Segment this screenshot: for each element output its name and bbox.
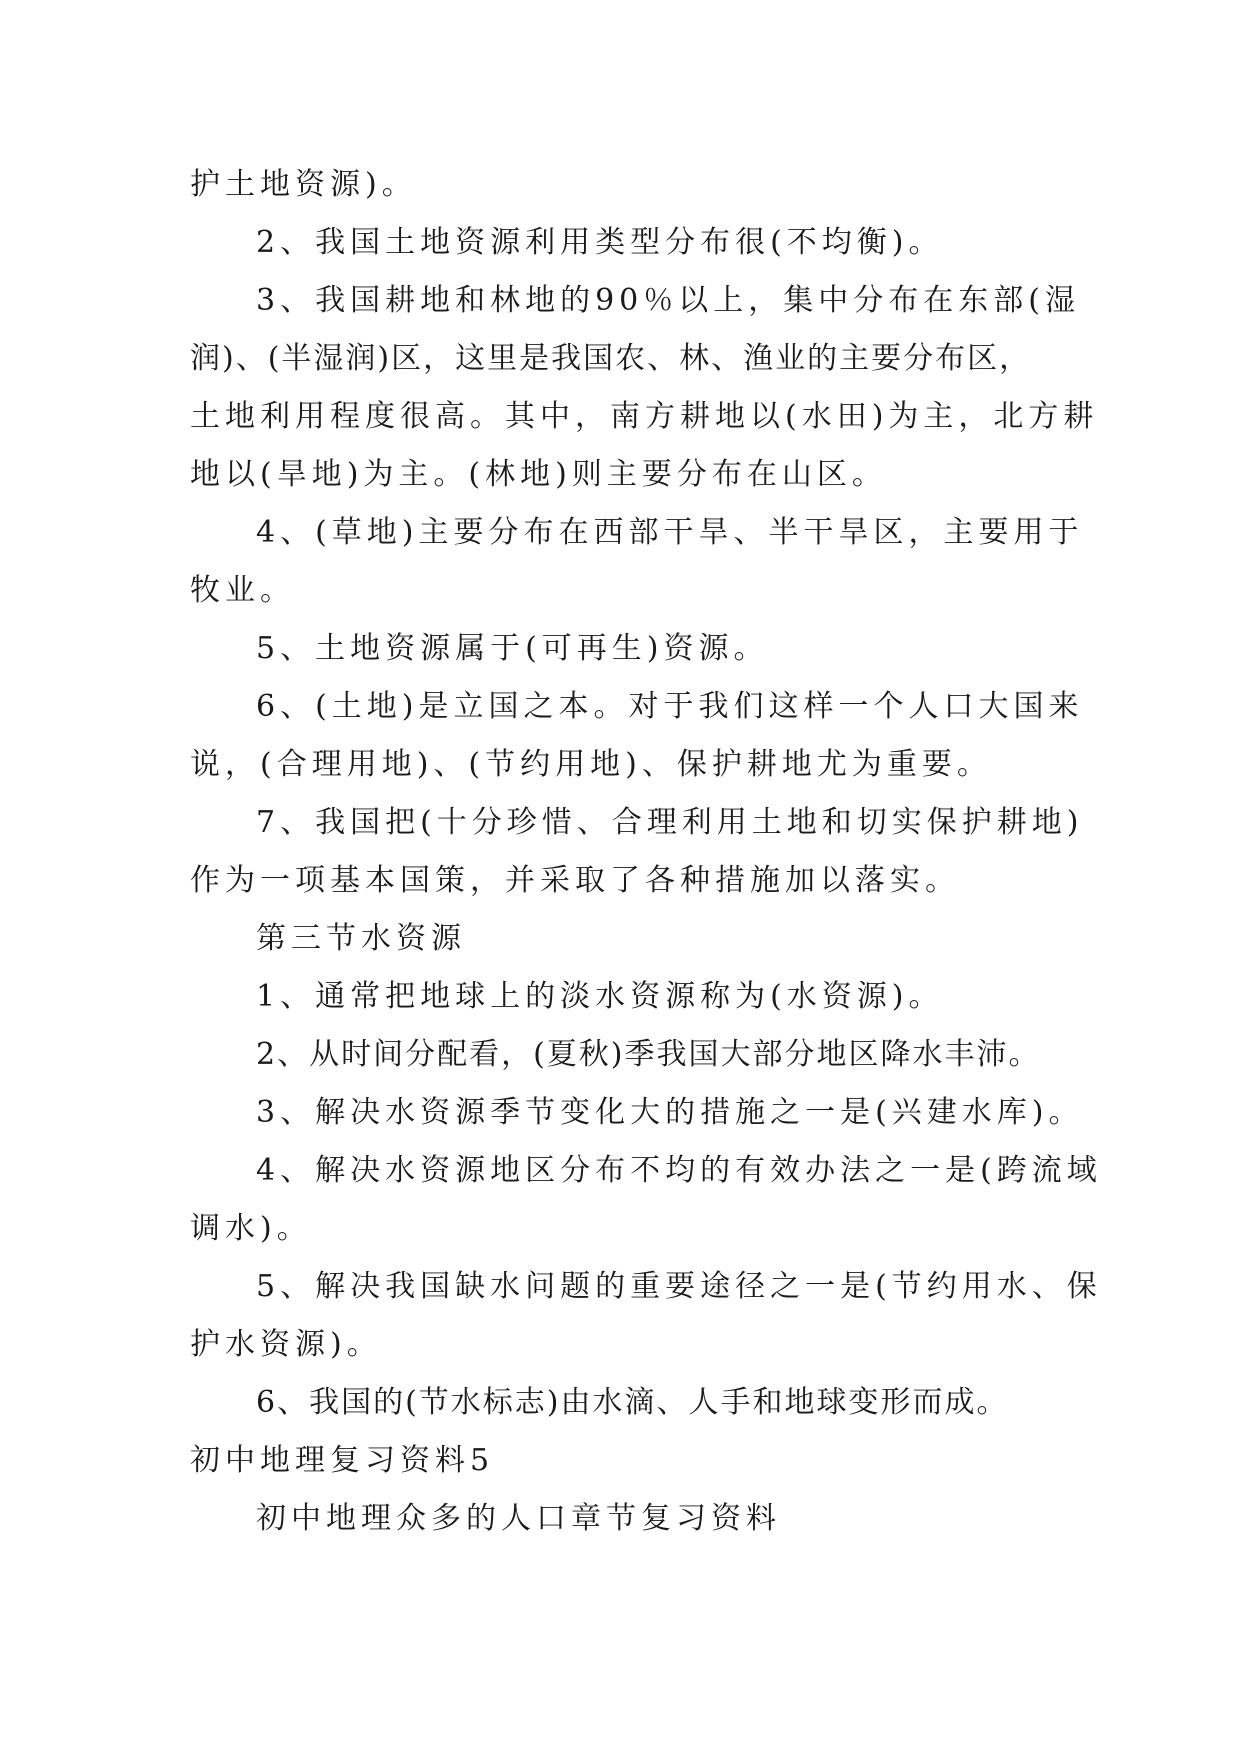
document-heading: 初中地理复习资料5 <box>190 1443 495 1478</box>
paragraph-line: 土地利用程度很高。其中，南方耕地以(水田)为主，北方耕 <box>190 399 1099 434</box>
paragraph-line: 5、解决我国缺水问题的重要途径之一是(节约用水、保 <box>256 1269 1102 1304</box>
paragraph-line: 1、通常把地球上的淡水资源称为(水资源)。 <box>256 979 944 1014</box>
paragraph-line: 4、(草地)主要分布在西部干旱、半干旱区，主要用于 <box>256 515 1084 550</box>
paragraph-line: 说，(合理用地)、(节约用地)、保护耕地尤为重要。 <box>190 747 992 782</box>
paragraph-line: 6、我国的(节水标志)由水滴、人手和地球变形而成。 <box>256 1385 1009 1420</box>
paragraph-line: 4、解决水资源地区分布不均的有效办法之一是(跨流域 <box>256 1153 1102 1188</box>
paragraph-line: 6、(土地)是立国之本。对于我们这样一个人口大国来 <box>256 689 1084 724</box>
paragraph-line: 5、土地资源属于(可再生)资源。 <box>256 631 769 666</box>
paragraph-line: 地以(旱地)为主。(林地)则主要分布在山区。 <box>190 457 887 492</box>
paragraph-line: 润)、(半湿润)区，这里是我国农、林、渔业的主要分布区， <box>190 341 1032 376</box>
section-heading: 第三节水资源 <box>256 921 466 956</box>
paragraph-line: 护水资源)。 <box>190 1327 382 1362</box>
paragraph-line: 2、我国土地资源利用类型分布很(不均衡)。 <box>256 225 944 260</box>
document-body <box>190 156 1102 1548</box>
paragraph-line: 3、我国耕地和林地的90％以上，集中分布在东部(湿 <box>256 283 1080 318</box>
paragraph-line: 调水)。 <box>190 1211 312 1246</box>
paragraph-line: 作为一项基本国策，并采取了各种措施加以落实。 <box>190 863 960 898</box>
paragraph-line: 牧业。 <box>190 573 295 608</box>
paragraph-line: 护土地资源)。 <box>190 167 417 202</box>
paragraph-line: 3、解决水资源季节变化大的措施之一是(兴建水库)。 <box>256 1095 1084 1130</box>
paragraph-line: 2、从时间分配看，(夏秋)季我国大部分地区降水丰沛。 <box>256 1037 1041 1072</box>
subheading: 初中地理众多的人口章节复习资料 <box>256 1501 781 1536</box>
paragraph-line: 7、我国把(十分珍惜、合理利用土地和切实保护耕地) <box>256 805 1084 840</box>
